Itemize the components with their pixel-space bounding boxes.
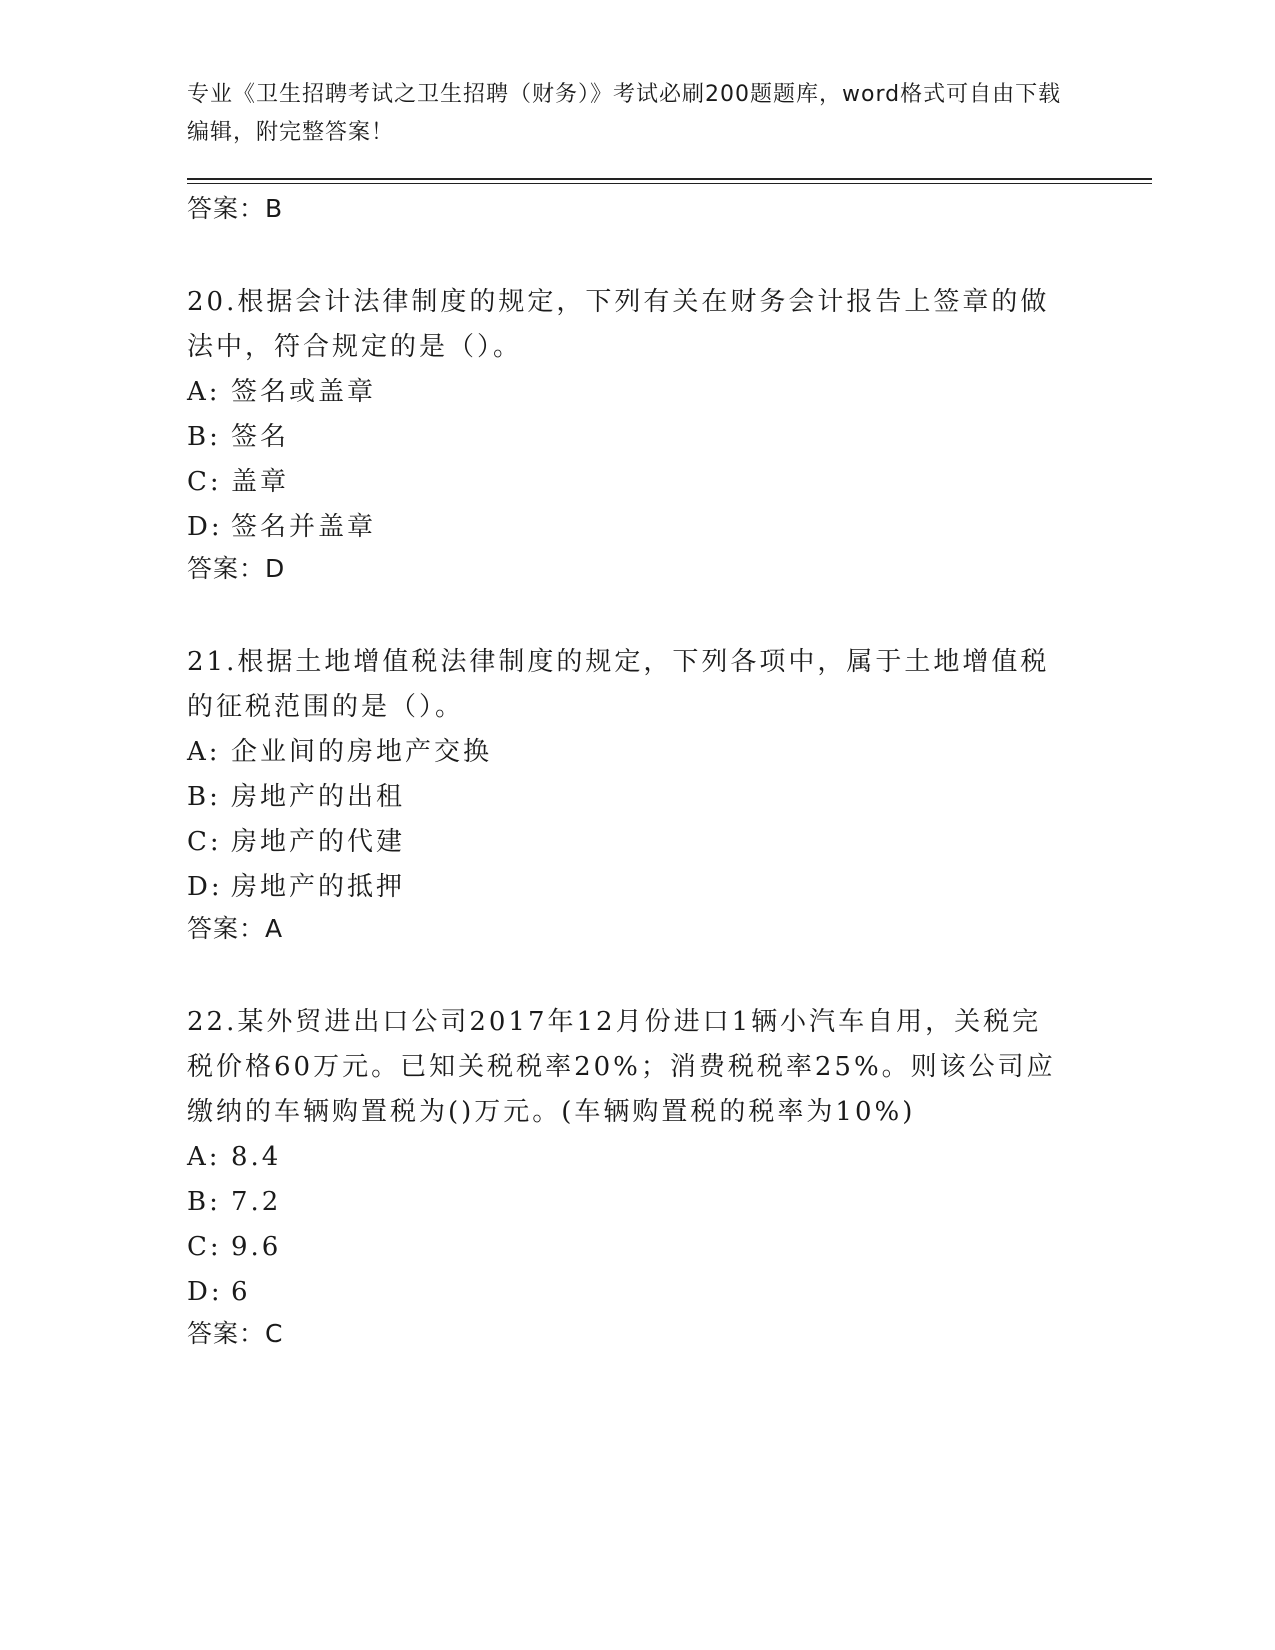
- option-letter: A:: [187, 377, 221, 407]
- question-list: [187, 190, 1087, 1360]
- option-letter: D:: [187, 1277, 223, 1307]
- option-b: [187, 415, 1087, 460]
- option-text: 签名并盖章: [231, 512, 377, 542]
- question-block: [187, 640, 1087, 955]
- option-a: [187, 370, 1087, 415]
- option-b: [187, 775, 1087, 820]
- question-text: 20.根据会计法律制度的规定，下列有关在财务会计报告上签章的做法中，符合规定的是（）。: [187, 287, 1050, 362]
- answer-line: 答案：D: [187, 554, 286, 583]
- option-a: [187, 730, 1087, 775]
- option-c: [187, 820, 1087, 865]
- header-divider-thick: [187, 178, 1152, 180]
- option-b: [187, 1180, 1087, 1225]
- spacer: [187, 235, 1087, 280]
- question-text: 22.某外贸进出口公司2017年12月份进口1辆小汽车自用，关税完税价格60万元。已知关税税率20%；消费税税率25%。则该公司应缴纳的车辆购置税为()万元。(车辆购置税的税率为10%): [187, 1007, 1056, 1127]
- option-letter: C:: [187, 467, 222, 497]
- option-text: 盖章: [231, 467, 290, 497]
- option-text: 签名或盖章: [231, 377, 377, 407]
- header-divider-thin: [187, 183, 1152, 184]
- option-c: [187, 1225, 1087, 1270]
- option-text: 7.2: [231, 1187, 282, 1217]
- option-text: 8.4: [231, 1142, 282, 1172]
- option-letter: B:: [187, 1187, 221, 1217]
- option-d: [187, 1270, 1087, 1315]
- previous-answer: 答案：B: [187, 194, 284, 223]
- question-text: 21.根据土地增值税法律制度的规定，下列各项中，属于土地增值税的征税范围的是（）。: [187, 647, 1050, 722]
- option-text: 9.6: [231, 1232, 282, 1262]
- spacer: [187, 595, 1087, 640]
- option-d: [187, 865, 1087, 910]
- option-letter: A:: [187, 1142, 221, 1172]
- option-letter: C:: [187, 827, 222, 857]
- option-a: [187, 1135, 1087, 1180]
- option-text: 房地产的代建: [231, 827, 406, 857]
- question-block: [187, 1000, 1087, 1360]
- option-text: 房地产的出租: [231, 782, 406, 812]
- document-header: 专业《卫生招聘考试之卫生招聘（财务）》考试必刷200题题库，word格式可自由下载编辑，附完整答案！: [187, 82, 1062, 145]
- option-text: 房地产的抵押: [231, 872, 406, 902]
- answer-line: 答案：C: [187, 1319, 284, 1348]
- option-letter: C:: [187, 1232, 222, 1262]
- option-letter: A:: [187, 737, 221, 767]
- option-c: [187, 460, 1087, 505]
- spacer: [187, 955, 1087, 1000]
- option-text: 签名: [231, 422, 290, 452]
- option-letter: B:: [187, 422, 221, 452]
- option-letter: B:: [187, 782, 221, 812]
- answer-line: 答案：A: [187, 914, 284, 943]
- option-letter: D:: [187, 872, 223, 902]
- option-letter: D:: [187, 512, 223, 542]
- option-text: 企业间的房地产交换: [231, 737, 493, 767]
- option-d: [187, 505, 1087, 550]
- question-block: [187, 280, 1087, 595]
- option-text: 6: [231, 1277, 251, 1307]
